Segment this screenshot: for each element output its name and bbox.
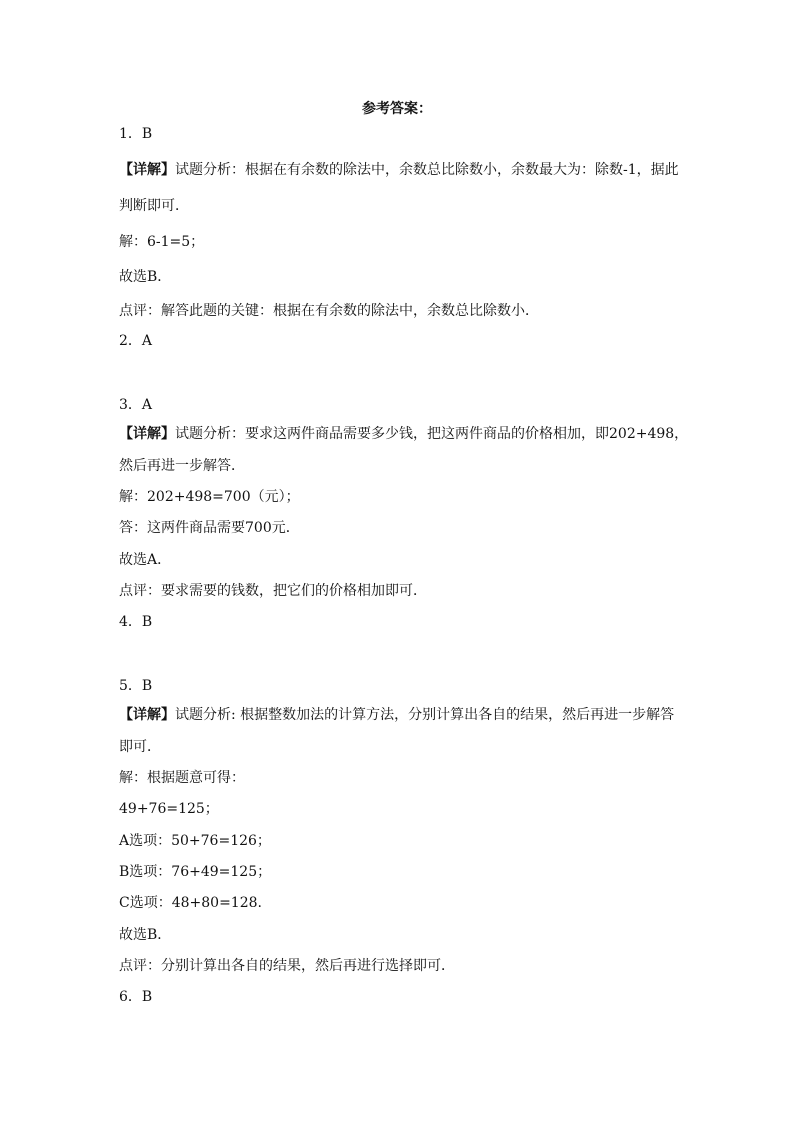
- page-title: 参考答案：: [362, 101, 432, 117]
- answer-line: 【详解】试题分析: 根据整数加法的计算方法，分别计算出各自的结果，然后再进一步解答: [119, 707, 675, 723]
- answer-line: 6．B: [119, 989, 153, 1005]
- answer-line: 故选B．: [119, 927, 172, 943]
- answer-line: 点评：分别计算出各自的结果，然后再进行选择即可．: [119, 958, 455, 974]
- answer-line: 49+76=125；: [119, 801, 219, 817]
- answer-line: 然后再进一步解答．: [119, 458, 245, 474]
- answer-line: 判断即可．: [119, 198, 189, 214]
- answer-line: 答：这两件商品需要700元．: [119, 520, 300, 536]
- answer-line: 2．A: [119, 333, 153, 349]
- detail-tag: 【详解】: [119, 707, 175, 723]
- detail-tag: 【详解】: [119, 426, 175, 442]
- answer-line: 点评：要求需要的钱数，把它们的价格相加即可．: [119, 583, 427, 599]
- answer-line: 【详解】试题分析：根据在有余数的除法中，余数总比除数小，余数最大为：除数-1，据此: [119, 162, 679, 178]
- answer-line: C选项：48+80=128.: [119, 895, 262, 911]
- answer-line: 4．B: [119, 614, 153, 630]
- answer-line: 即可．: [119, 739, 161, 755]
- answer-line: A选项：50+76=126；: [119, 833, 271, 849]
- answer-line: 解：6-1=5；: [119, 234, 205, 250]
- detail-tag: 【详解】: [119, 162, 175, 178]
- answer-line: 故选B．: [119, 269, 172, 285]
- answer-line: 点评：解答此题的关键：根据在有余数的除法中，余数总比除数小．: [119, 303, 539, 319]
- answer-line: 3．A: [119, 397, 153, 413]
- answer-line: B选项：76+49=125；: [119, 864, 272, 880]
- answer-line: 1．B: [119, 126, 153, 142]
- answer-line: 解：根据题意可得：: [119, 770, 245, 786]
- answer-line: 5．B: [119, 678, 153, 694]
- answer-line: 解：202+498=700（元）；: [119, 489, 300, 505]
- answer-line: 故选A．: [119, 552, 172, 568]
- answer-line: 【详解】试题分析：要求这两件商品需要多少钱，把这两件商品的价格相加，即202+498，: [119, 426, 689, 442]
